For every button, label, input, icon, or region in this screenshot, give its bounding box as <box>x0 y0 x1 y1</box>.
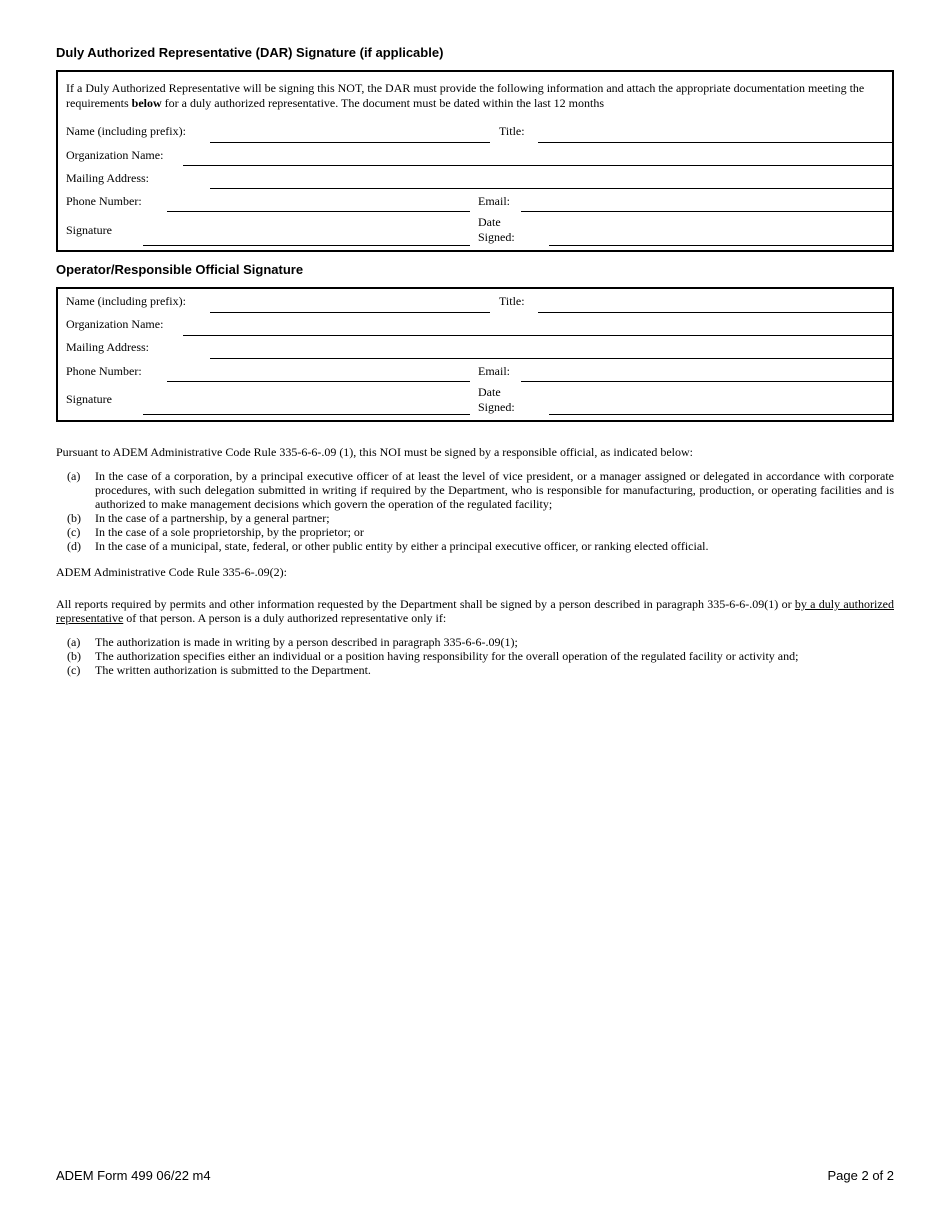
pursuant-paragraph: Pursuant to ADEM Administrative Code Rule 335-6-6-.09 (1), this NOI must be signed by a responsible official, as indicated below: <box>56 445 694 459</box>
operator-date-label-line2: Signed: <box>478 400 515 414</box>
dar-organization-label: Organization Name: <box>66 148 164 162</box>
dar-mailing-label: Mailing Address: <box>66 171 149 185</box>
operator-email-field[interactable] <box>521 381 892 382</box>
dar-organization-field[interactable] <box>183 165 892 166</box>
list-item: (b) In the case of a partnership, by a general partner; <box>67 511 330 525</box>
list-item: (b) The authorization specifies either an individual or a position having responsibility for the overall operation of the regulated facility or activity and; <box>67 649 799 663</box>
page-number-footer: Page 2 of 2 <box>827 1168 894 1183</box>
dar-mailing-field[interactable] <box>210 188 892 189</box>
dar-title-field[interactable] <box>538 142 892 143</box>
operator-signature-label: Signature <box>66 392 112 406</box>
operator-section-heading: Operator/Responsible Official Signature <box>56 262 304 277</box>
dar-phone-label: Phone Number: <box>66 194 142 208</box>
operator-phone-label: Phone Number: <box>66 364 142 378</box>
dar-phone-field[interactable] <box>167 211 470 212</box>
dar-date-field[interactable] <box>549 245 892 246</box>
list-item: (d) In the case of a municipal, state, federal, or other public entity by either a principal executive officer, or ranking elected official. <box>67 539 709 553</box>
dar-underlined-phrase: by a duly authorized representative <box>56 597 894 625</box>
dar-email-label: Email: <box>478 194 510 208</box>
list-item: (c) The written authorization is submitted to the Department. <box>67 663 371 677</box>
operator-title-label: Title: <box>499 294 525 308</box>
list-marker: (b) <box>67 649 81 663</box>
form-id-footer: ADEM Form 499 06/22 m4 <box>56 1168 211 1183</box>
dar-signature-box <box>56 70 894 252</box>
reports-paragraph: All reports required by permits and other information requested by the Department shall be signed by a person described in paragraph 335-6-6-.09(1) or by a duly authorized representative of that person. A person is a duly authorized representative only if: <box>56 597 894 625</box>
operator-mailing-label: Mailing Address: <box>66 340 149 354</box>
dar-signature-field[interactable] <box>143 245 470 246</box>
dar-name-field[interactable] <box>210 142 490 143</box>
operator-mailing-field[interactable] <box>210 358 892 359</box>
operator-signature-field[interactable] <box>143 414 470 415</box>
list-item: (a) The authorization is made in writing by a person described in paragraph 335-6-6-.09(1); <box>67 635 518 649</box>
official-list <box>56 469 894 553</box>
list-marker: (d) <box>67 539 81 553</box>
dar-date-label-line1: Date <box>478 215 501 229</box>
dar-section-heading: Duly Authorized Representative (DAR) Signature (if applicable) <box>56 45 444 60</box>
list-marker: (c) <box>67 663 81 677</box>
dar-title-label: Title: <box>499 124 525 138</box>
operator-name-field[interactable] <box>210 312 490 313</box>
dar-intro-emphasis: below <box>131 96 162 110</box>
operator-phone-field[interactable] <box>167 381 470 382</box>
list-item: (a) In the case of a corporation, by a principal executive officer of at least the level of vice president, or a manager assigned or delegated in accordance with corporate procedures, with such delegation submitted in writing if required by the Department, who is responsible for manufacturing, production, or operating facilities and is authorized to make management decisions which govern the operation of the regulated facility; <box>67 469 894 511</box>
list-marker: (a) <box>67 635 81 649</box>
dar-signature-label: Signature <box>66 223 112 237</box>
list-marker: (c) <box>67 525 81 539</box>
dar-date-label-line2: Signed: <box>478 230 515 244</box>
operator-title-field[interactable] <box>538 312 892 313</box>
operator-organization-label: Organization Name: <box>66 317 164 331</box>
dar-name-label: Name (including prefix): <box>66 124 186 138</box>
operator-date-label-line1: Date <box>478 385 501 399</box>
operator-name-label: Name (including prefix): <box>66 294 186 308</box>
operator-date-field[interactable] <box>549 414 892 415</box>
list-item: (c) In the case of a sole proprietorship, by the proprietor; or <box>67 525 364 539</box>
dar-intro-text: If a Duly Authorized Representative will be signing this NOT, the DAR must provide the following information and attach the appropriate documentation meeting the requirements below for a duly authorized representative. The document must be dated within the last 12 months <box>66 81 865 110</box>
rule-heading: ADEM Administrative Code Rule 335-6-.09(2): <box>56 565 287 579</box>
dar-conditions-list <box>56 635 894 677</box>
operator-signature-box <box>56 287 894 422</box>
dar-email-field[interactable] <box>521 211 892 212</box>
list-marker: (a) <box>67 469 81 483</box>
operator-organization-field[interactable] <box>183 335 892 336</box>
list-marker: (b) <box>67 511 81 525</box>
operator-email-label: Email: <box>478 364 510 378</box>
